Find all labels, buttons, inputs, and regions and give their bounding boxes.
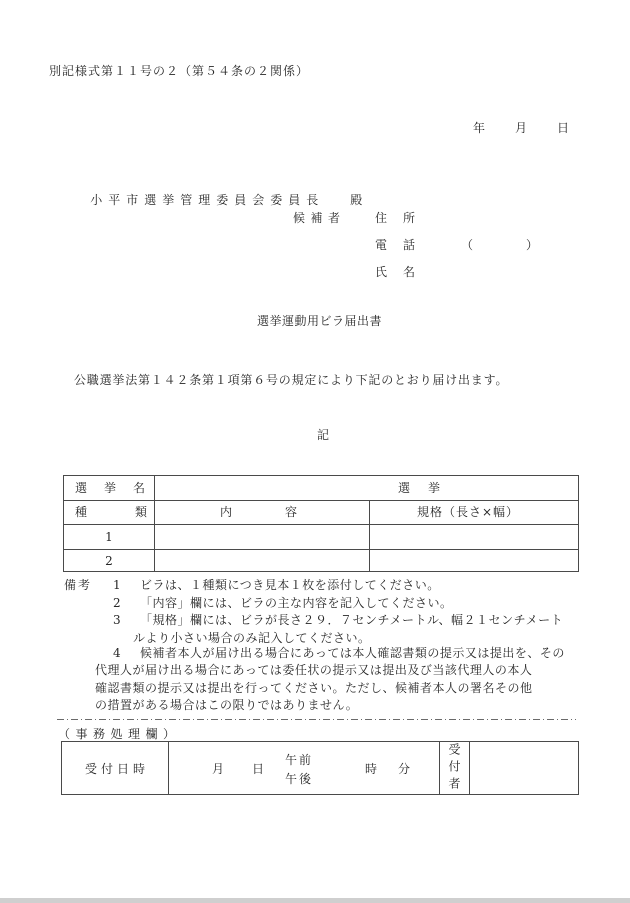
- remarks-label: 備考: [64, 578, 93, 592]
- candidate-label: 候補者: [293, 211, 346, 225]
- cut-line: [57, 719, 576, 720]
- addressee-honorific: 殿: [350, 193, 363, 207]
- address-label: 住 所: [375, 211, 418, 225]
- type-row-2-number: 2: [105, 554, 113, 568]
- receiver-cell: [439, 742, 469, 794]
- month-label: 月: [212, 762, 225, 776]
- phone-parens: （ ）: [461, 238, 540, 252]
- remarks-item-4-text-line-3: 確認書類の提示又は提出を行ってください。ただし、候補者本人の署名その他: [95, 681, 533, 695]
- type-header: 種 類: [75, 505, 151, 519]
- receiver-signature-cell: [469, 742, 579, 794]
- receiver-label: 受付者: [447, 742, 461, 794]
- date-line: 年 月 日: [473, 121, 572, 135]
- main-table-row-divider-1: [64, 500, 578, 501]
- minute-label: 分: [398, 762, 411, 776]
- pm-label: 午後: [285, 772, 314, 786]
- remarks-item-4-text-line-2: 代理人が届け出る場合にあっては委任状の提示又は提出及び当該代理人の本人: [95, 663, 533, 677]
- remarks-item-3-text-line-1: 「規格」欄には、ビラが長さ２９．７センチメートル、幅２１センチメート: [140, 613, 564, 627]
- office-table-col-divider-1: [168, 742, 169, 794]
- content-cell-1: [154, 524, 369, 549]
- remarks-item-1-number: 1: [113, 578, 121, 592]
- remarks-item-3-number: 3: [113, 613, 121, 627]
- office-table: [61, 741, 579, 795]
- name-label: 氏 名: [375, 265, 418, 279]
- main-table: [63, 475, 579, 572]
- am-label: 午前: [285, 753, 314, 767]
- page-bottom-edge: [0, 898, 630, 903]
- content-header: 内 容: [220, 505, 299, 519]
- record-marker: 記: [317, 428, 330, 442]
- remarks-item-2-text: 「内容」欄には、ビラの主な内容を記入してください。: [140, 596, 453, 610]
- remarks-item-4-number: 4: [113, 646, 121, 660]
- remarks-item-4-text-line-1: 候補者本人が届け出る場合にあっては本人確認書類の提示又は提出を、その: [140, 646, 565, 660]
- content-cell-2: [154, 549, 369, 571]
- phone-label: 電 話: [375, 238, 418, 252]
- election-name-value: 選 挙: [398, 481, 444, 495]
- remarks-item-4-text-line-4: の措置がある場合はこの限りではありません。: [95, 698, 359, 712]
- main-table-col-divider-2: [369, 500, 370, 571]
- office-section-label: （事務処理欄）: [58, 727, 181, 741]
- form-reference: 別記様式第１１号の２（第５４条の２関係）: [49, 64, 310, 78]
- day-label: 日: [252, 762, 265, 776]
- spec-header: 規格（長さ×幅）: [417, 505, 520, 519]
- hour-label: 時: [365, 762, 378, 776]
- addressee-name: 小平市選挙管理委員会委員長: [90, 193, 325, 207]
- reception-datetime-label: 受付日時: [84, 762, 149, 776]
- body-statement: 公職選挙法第１４２条第１項第６号の規定により下記のとおり届け出ます。: [74, 373, 509, 387]
- type-row-1-number: 1: [105, 530, 113, 544]
- remarks-item-1-text: ビラは、１種類につき見本１枚を添付してください。: [140, 578, 440, 592]
- election-name-header: 選 挙 名: [75, 481, 148, 495]
- remarks-item-2-number: 2: [113, 596, 121, 610]
- remarks-item-3-text-line-2: ルより小さい場合のみ記入してください。: [133, 631, 371, 645]
- document-title: 選挙運動用ビラ届出書: [257, 314, 383, 328]
